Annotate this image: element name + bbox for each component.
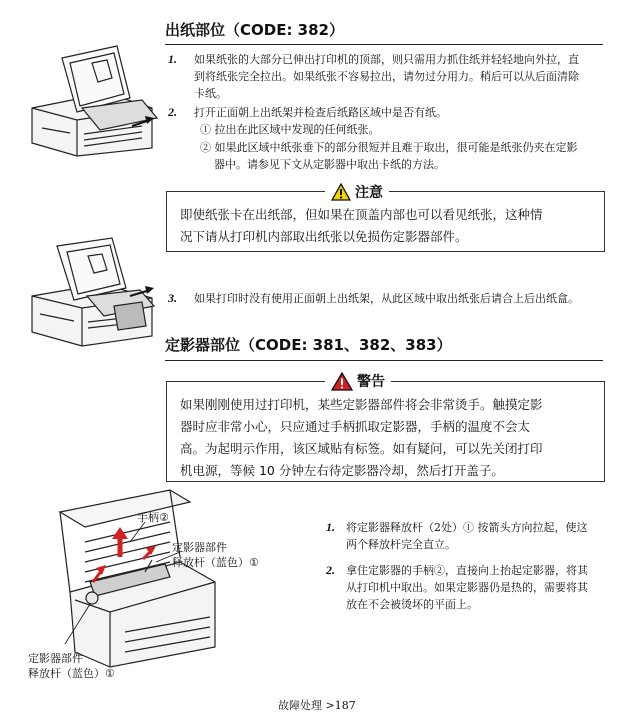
printer-output-illustration bbox=[22, 38, 162, 158]
s2-step1-text bbox=[346, 519, 616, 553]
s1-step3-text: 如果打印时没有使用正面朝上出纸架，从此区域中取出纸张后请合上后出纸盒。 bbox=[194, 292, 579, 305]
caution-label: 注意 bbox=[355, 185, 383, 201]
section2-rule bbox=[165, 360, 603, 361]
label-lever-right bbox=[172, 540, 259, 570]
s1-step1-text bbox=[194, 51, 609, 102]
warning-line: 如果刚刚使用过打印机，某些定影器部件将会非常烫手。触摸定影 bbox=[180, 397, 543, 412]
label-lever-left bbox=[28, 651, 115, 681]
printer-rear-exit-illustration bbox=[22, 236, 162, 356]
caution-text bbox=[180, 204, 600, 248]
s1-step2-sub2 bbox=[200, 139, 610, 173]
s1-step2-text: 打开正面朝上出纸架并检查后纸路区域中是否有纸。 bbox=[194, 106, 447, 119]
fuser-illustration bbox=[30, 482, 230, 674]
s1-step1-line: 到将纸张完全拉出。如果纸张不容易拉出，请勿过分用力。稍后可以从后面清除 bbox=[194, 70, 579, 83]
s1-step1-number: 1. bbox=[168, 52, 177, 66]
caution-line: 即使纸张卡在出纸部，但如果在顶盖内部也可以看见纸张，这种情 bbox=[180, 207, 543, 222]
s1-step2-number: 2. bbox=[168, 105, 177, 119]
s1-step3-number: 3. bbox=[168, 291, 177, 305]
page-footer: 故障处理 >187 bbox=[278, 699, 356, 712]
caution-banner bbox=[325, 181, 389, 203]
s1-step2-sub1: ① 拉出在此区域中发现的任何纸张。 bbox=[200, 123, 380, 136]
warning-triangle-icon bbox=[331, 372, 353, 391]
warning-line: 高。为起明示作用，该区域贴有标签。如有疑问，可以先关闭打印 bbox=[180, 441, 543, 456]
warning-text bbox=[180, 394, 600, 482]
s2-step1-number: 1. bbox=[326, 520, 335, 534]
s2-step2-text bbox=[346, 562, 616, 613]
label-lever-right-line: 定影器部件 bbox=[172, 541, 227, 554]
s1-step1-line: 如果纸张的大部分已伸出打印机的顶部，则只需用力抓住纸并轻轻地向外拉，直 bbox=[194, 53, 579, 66]
warning-line: 机电源，等候 10 分钟左右待定影器冷却，然后打开盖子。 bbox=[180, 463, 504, 478]
s2-step1-line: 两个释放杆完全直立。 bbox=[346, 538, 456, 551]
s2-step2-line: 从打印机中取出。如果定影器仍是热的，需要将其 bbox=[346, 581, 588, 594]
section1-title: 出纸部位（CODE: 382） bbox=[165, 21, 344, 39]
section1-rule bbox=[165, 44, 603, 45]
label-lever-left-line: 释放杆（蓝色）① bbox=[28, 667, 115, 680]
caution-triangle-icon bbox=[331, 183, 351, 201]
warning-label: 警告 bbox=[357, 374, 385, 390]
label-lever-right-line: 释放杆（蓝色）① bbox=[172, 556, 259, 569]
s1-step1-line: 卡纸。 bbox=[194, 87, 227, 100]
s2-step1-line: 将定影器释放杆（2处）① 按箭头方向拉起，使这 bbox=[346, 521, 588, 534]
label-handle: 手柄② bbox=[137, 511, 169, 524]
label-lever-left-line: 定影器部件 bbox=[28, 652, 83, 665]
s2-step2-line: 放在不会被烫坏的平面上。 bbox=[346, 598, 478, 611]
section2-title: 定影器部位（CODE: 381、382、383） bbox=[165, 336, 452, 354]
s1-step2-sub2-line: ② 如果此区域中纸张垂下的部分很短并且难于取出，很可能是纸张仍夹在定影 bbox=[200, 141, 578, 154]
caution-line: 况下请从打印机内部取出纸张以免损伤定影器部件。 bbox=[180, 229, 468, 244]
s2-step2-number: 2. bbox=[326, 563, 335, 577]
warning-banner bbox=[325, 370, 391, 392]
warning-line: 器时应非常小心，只应通过手柄抓取定影器，手柄的温度不会太 bbox=[180, 419, 531, 434]
s1-step2-sub2-line: 器中。请参见下文从定影器中取出卡纸的方法。 bbox=[214, 158, 445, 171]
s2-step2-line: 拿住定影器的手柄②，直接向上抬起定影器，将其 bbox=[346, 564, 588, 577]
